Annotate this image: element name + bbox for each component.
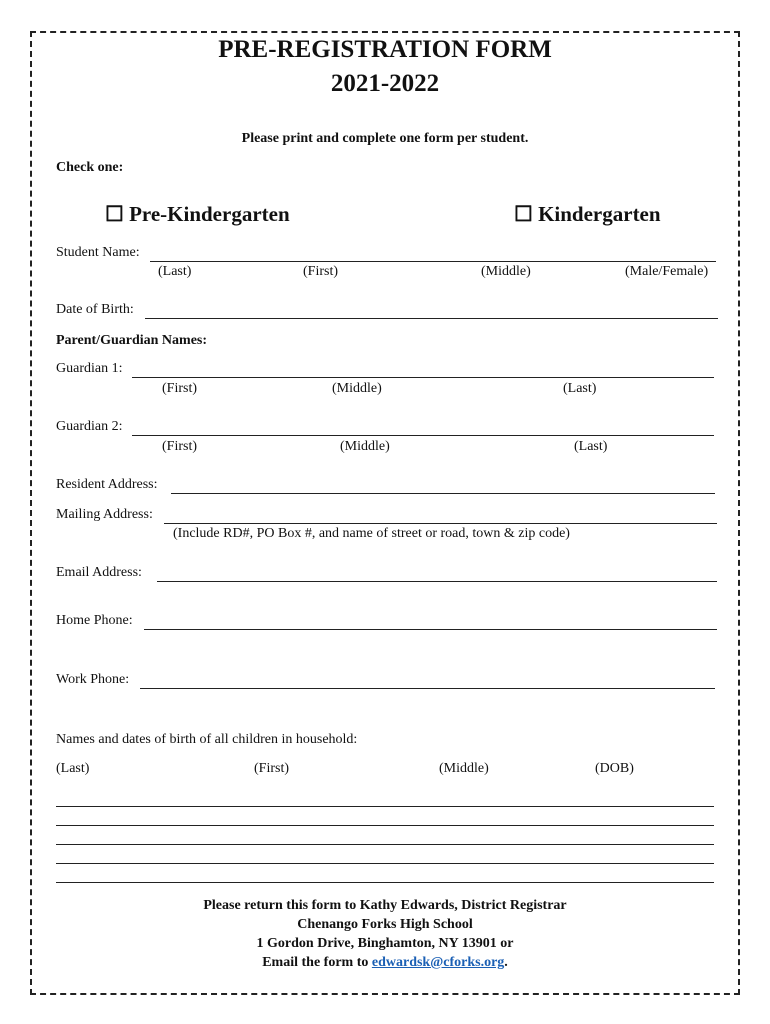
children-line[interactable] (56, 806, 714, 807)
home-phone-label: Home Phone: (56, 613, 133, 628)
work-phone-label: Work Phone: (56, 672, 130, 687)
guardian1-sub-last: (Last) (563, 381, 597, 396)
guardian2-label: Guardian 2: (56, 419, 123, 434)
home-phone-field[interactable] (144, 629, 717, 630)
form-title: PRE-REGISTRATION FORM (218, 36, 552, 63)
guardian2-sub-middle: (Middle) (340, 439, 390, 454)
resident-address-label: Resident Address: (56, 477, 158, 492)
children-col-middle: (Middle) (439, 761, 489, 776)
guardian2-field[interactable] (132, 435, 714, 436)
mailing-address-field[interactable] (164, 523, 717, 524)
dob-field[interactable] (145, 318, 718, 319)
guardian1-field[interactable] (132, 377, 714, 378)
parent-guardian-heading: Parent/Guardian Names: (56, 333, 208, 348)
guardian2-sub-last: (Last) (574, 439, 608, 454)
student-sub-first: (First) (303, 264, 338, 279)
student-name-field[interactable] (150, 261, 716, 262)
form-year: 2021-2022 (330, 70, 440, 97)
resident-address-field[interactable] (171, 493, 715, 494)
children-col-last: (Last) (56, 761, 90, 776)
guardian2-sub-first: (First) (162, 439, 197, 454)
children-line[interactable] (56, 863, 714, 864)
student-sub-gender: (Male/Female) (625, 264, 709, 279)
children-col-dob: (DOB) (595, 761, 634, 776)
children-line[interactable] (56, 844, 714, 845)
instruction-text: Please print and complete one form per student. (241, 131, 529, 146)
footer-line-4 (0, 955, 770, 971)
registrar-email-link[interactable]: edwardsk@cforks.org (371, 955, 505, 970)
footer-email-prefix: Email the form to (262, 955, 372, 970)
footer-line-1: Please return this form to Kathy Edwards, District Registrar (203, 898, 567, 913)
guardian1-label: Guardian 1: (56, 361, 123, 376)
student-sub-last: (Last) (158, 264, 192, 279)
email-address-label: Email Address: (56, 565, 142, 580)
dob-label: Date of Birth: (56, 302, 134, 317)
footer-email-suffix: . (504, 955, 508, 970)
student-sub-middle: (Middle) (481, 264, 531, 279)
children-label: Names and dates of birth of all children in household: (56, 732, 358, 747)
guardian1-sub-middle: (Middle) (332, 381, 382, 396)
footer-line-3: 1 Gordon Drive, Binghamton, NY 13901 or (256, 936, 514, 951)
checkbox-kindergarten[interactable]: ☐ Kindergarten (514, 202, 661, 226)
children-line[interactable] (56, 825, 714, 826)
footer-line-2: Chenango Forks High School (297, 917, 473, 932)
checkbox-pre-kindergarten[interactable]: ☐ Pre-Kindergarten (105, 202, 290, 226)
guardian1-sub-first: (First) (162, 381, 197, 396)
email-address-field[interactable] (157, 581, 717, 582)
student-name-label: Student Name: (56, 245, 140, 260)
work-phone-field[interactable] (140, 688, 715, 689)
mailing-address-label: Mailing Address: (56, 507, 153, 522)
children-line[interactable] (56, 882, 714, 883)
mailing-address-note: (Include RD#, PO Box #, and name of street or road, town & zip code) (173, 526, 570, 541)
children-col-first: (First) (254, 761, 289, 776)
check-one-label: Check one: (56, 160, 124, 175)
